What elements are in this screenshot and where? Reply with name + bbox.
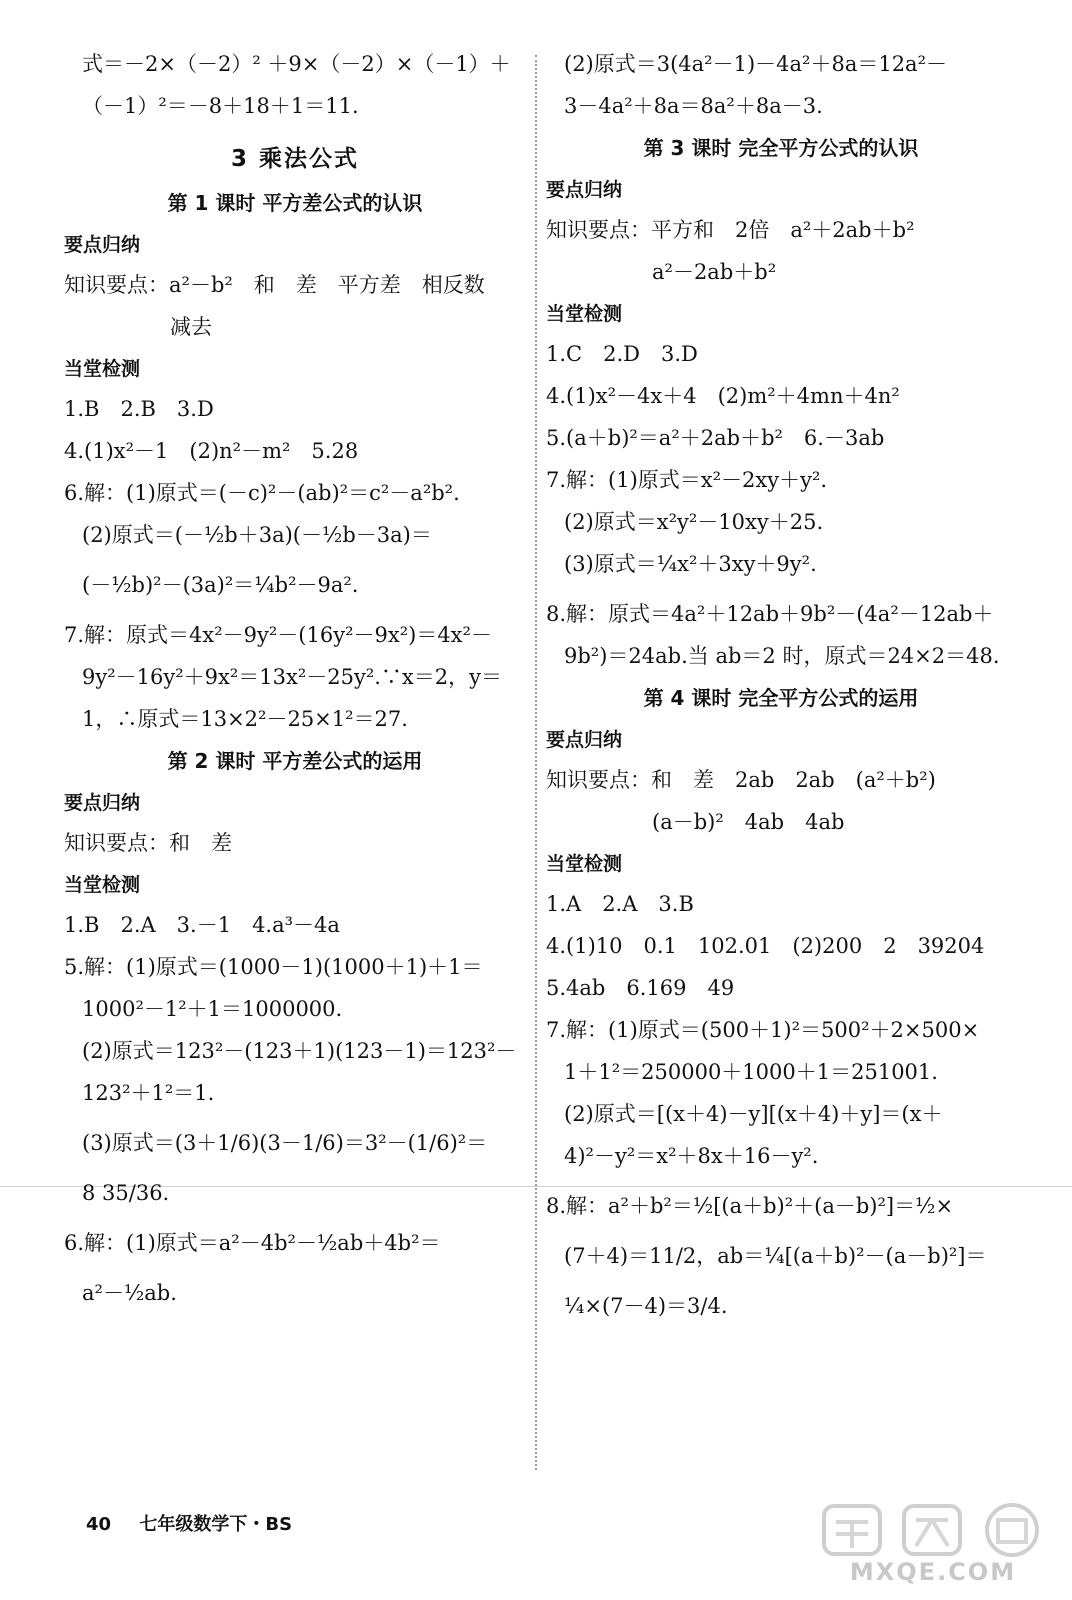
lesson3-key-points: 知识要点：平方和 2倍 a²＋2ab＋b² bbox=[546, 218, 915, 242]
lesson4-answer: 4)²－y²＝x²＋8x＋16－y². bbox=[564, 1144, 819, 1168]
left-line-2: （－1）²＝－8＋18＋1＝11. bbox=[82, 94, 359, 118]
lesson4-answer: (7＋4)＝11/2，ab＝¼[(a＋b)²－(a－b)²]＝ bbox=[564, 1244, 987, 1268]
lesson1-answer: 9y²－16y²＋9x²＝13x²－25y².∵x＝2，y＝ bbox=[82, 665, 502, 689]
lesson3-answer: 8.解：原式＝4a²＋12ab＋9b²－(4a²－12ab＋ bbox=[546, 602, 994, 626]
lesson1-key-points: 知识要点：a²－b² 和 差 平方差 相反数 bbox=[64, 273, 485, 297]
book-title: 七年级数学下・BS bbox=[139, 1514, 293, 1535]
lesson1-answer: 1.B 2.B 3.D bbox=[64, 397, 214, 421]
lesson4-check-heading: 当堂检测 bbox=[546, 853, 623, 875]
left-column bbox=[64, 52, 526, 1323]
lesson2-answer: 6.解：(1)原式＝a²－4b²－½ab＋4b²＝ bbox=[64, 1231, 441, 1255]
lesson2-answer: a²－½ab. bbox=[82, 1281, 177, 1305]
lesson3-answer: 1.C 2.D 3.D bbox=[546, 342, 698, 366]
lesson1-answer: 6.解：(1)原式＝(－c)²－(ab)²＝c²－a²b². bbox=[64, 481, 460, 505]
lesson2-check-heading: 当堂检测 bbox=[64, 874, 141, 896]
section-title: 3 乘法公式 bbox=[230, 146, 359, 172]
right-line-2: 3－4a²＋8a＝8a²＋8a－3. bbox=[564, 94, 823, 118]
lesson3-answer: 9b²)＝24ab.当 ab＝2 时，原式＝24×2＝48. bbox=[564, 644, 1000, 668]
lesson4-answer: ¼×(7－4)＝3/4. bbox=[564, 1294, 728, 1318]
lesson1-answer: 7.解：原式＝4x²－9y²－(16y²－9x²)＝4x²－ bbox=[64, 623, 492, 647]
lesson2-answer: 1000²－1²＋1＝1000000. bbox=[82, 997, 343, 1021]
lesson1-answer: (2)原式＝(－½b＋3a)(－½b－3a)＝ bbox=[82, 523, 432, 547]
lesson4-answer: 5.4ab 6.169 49 bbox=[546, 976, 735, 1000]
lesson2-answer: 8 35/36. bbox=[82, 1181, 170, 1205]
lesson2-key-points: 知识要点：和 差 bbox=[64, 831, 232, 855]
lesson4-answer: (2)原式＝[(x＋4)－y][(x＋4)＋y]＝(x＋ bbox=[564, 1102, 943, 1126]
lesson3-answer: (2)原式＝x²y²－10xy＋25. bbox=[564, 510, 824, 534]
lesson3-title: 第 3 课时 完全平方公式的认识 bbox=[643, 136, 919, 160]
lesson4-answer: 1＋1²＝250000＋1000＋1＝251001. bbox=[564, 1060, 938, 1084]
page-footer bbox=[86, 1510, 314, 1536]
lesson2-answer: (2)原式＝123²－(123＋1)(123－1)＝123²－ bbox=[82, 1039, 517, 1063]
column-divider bbox=[535, 55, 537, 1470]
lesson2-answer: (3)原式＝(3＋1/6)(3－1/6)＝3²－(1/6)²＝ bbox=[82, 1131, 488, 1155]
lesson1-key-points-cont: 减去 bbox=[170, 315, 212, 339]
lesson3-answer: (3)原式＝¼x²＋3xy＋9y². bbox=[564, 552, 817, 576]
lesson4-key-points-heading: 要点归纳 bbox=[546, 729, 623, 751]
lesson4-title: 第 4 课时 完全平方公式的运用 bbox=[643, 686, 919, 710]
lesson4-answer: 7.解：(1)原式＝(500＋1)²＝500²＋2×500× bbox=[546, 1018, 980, 1042]
right-column bbox=[546, 52, 1016, 1336]
lesson3-check-heading: 当堂检测 bbox=[546, 303, 623, 325]
lesson2-key-points-heading: 要点归纳 bbox=[64, 792, 141, 814]
lesson2-answer: 1.B 2.A 3.－1 4.a³－4a bbox=[64, 913, 340, 937]
lesson1-title: 第 1 课时 平方差公式的认识 bbox=[167, 191, 423, 215]
lesson3-key-points-cont: a²－2ab＋b² bbox=[652, 260, 777, 284]
lesson2-title: 第 2 课时 平方差公式的运用 bbox=[167, 749, 423, 773]
lesson1-answer: 1，∴原式＝13×2²－25×1²＝27. bbox=[82, 707, 408, 731]
page-number: 40 bbox=[86, 1514, 112, 1535]
lesson2-answer: 123²＋1²＝1. bbox=[82, 1081, 215, 1105]
lesson3-answer: 4.(1)x²－4x＋4 (2)m²＋4mn＋4n² bbox=[546, 384, 900, 408]
lesson1-answer: (－½b)²－(3a)²＝¼b²－9a². bbox=[82, 573, 359, 597]
watermark-logo-icon bbox=[818, 1500, 1048, 1560]
lesson1-answer: 4.(1)x²－1 (2)n²－m² 5.28 bbox=[64, 439, 359, 463]
lesson3-answer: 7.解：(1)原式＝x²－2xy＋y². bbox=[546, 468, 828, 492]
lesson2-answer: 5.解：(1)原式＝(1000－1)(1000＋1)＋1＝ bbox=[64, 955, 483, 979]
lesson4-key-points: 知识要点：和 差 2ab 2ab (a²＋b²) bbox=[546, 768, 936, 792]
lesson4-answer: 4.(1)10 0.1 102.01 (2)200 2 39204 bbox=[546, 934, 985, 958]
left-line-1: 式＝－2×（－2）² ＋9×（－2）×（－1）＋ bbox=[82, 52, 511, 76]
lesson1-key-points-heading: 要点归纳 bbox=[64, 234, 141, 256]
lesson3-key-points-heading: 要点归纳 bbox=[546, 179, 623, 201]
lesson4-answer: 1.A 2.A 3.B bbox=[546, 892, 694, 916]
watermark-logo bbox=[818, 1500, 1048, 1588]
lesson4-key-points-cont: (a－b)² 4ab 4ab bbox=[652, 810, 845, 834]
lesson3-answer: 5.(a＋b)²＝a²＋2ab＋b² 6.－3ab bbox=[546, 426, 885, 450]
lesson4-answer: 8.解：a²＋b²＝½[(a＋b)²＋(a－b)²]＝½× bbox=[546, 1194, 954, 1218]
lesson1-check-heading: 当堂检测 bbox=[64, 358, 141, 380]
right-line-1: (2)原式＝3(4a²－1)－4a²＋8a＝12a²－ bbox=[564, 52, 947, 76]
watermark-text: MXQE.COM bbox=[849, 1558, 1017, 1586]
